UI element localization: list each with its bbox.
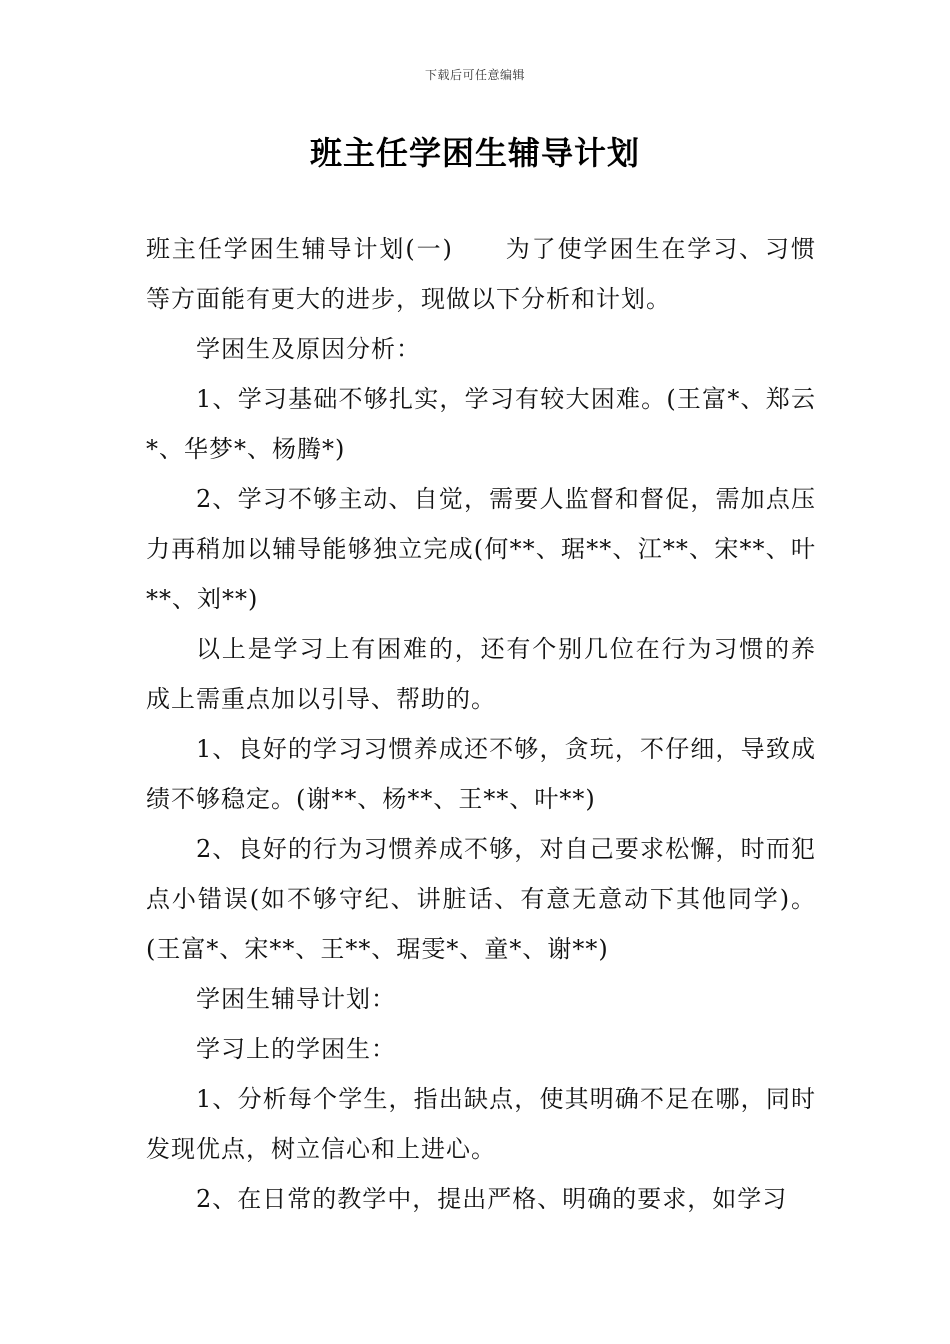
section-heading-analysis: 学困生及原因分析：	[196, 335, 421, 363]
list-item: 2、学习不够主动、自觉，需要人监督和督促，需加点压力再稍加以辅导能够独立完成(何**、琚**、江**、宋**、叶**、刘**)	[146, 485, 816, 613]
list-item: 2、良好的行为习惯养成不够，对自己要求松懈，时而犯点小错误(如不够守纪、讲脏话、有意无意动下其他同学)。(王富*、宋**、王**、琚雯*、童*、谢**)	[146, 835, 816, 963]
list-item: 1、良好的学习习惯养成还不够，贪玩，不仔细，导致成绩不够稳定。(谢**、杨**、王**、叶**)	[146, 735, 816, 813]
document-body	[146, 224, 816, 1224]
body-paragraph: 以上是学习上有困难的，还有个别几位在行为习惯的养成上需重点加以引导、帮助的。	[146, 635, 816, 713]
subsection-heading: 学习上的学困生：	[196, 1035, 396, 1063]
document-title: 班主任学困生辅导计划	[309, 134, 640, 172]
header-watermark: 下载后可任意编辑	[424, 68, 525, 82]
intro-paragraph: 班主任学困生辅导计划(一) 为了使学困生在学习、习惯等方面能有更大的进步，现做以下分析和计划。	[146, 235, 816, 313]
section-heading-plan: 学困生辅导计划：	[196, 985, 396, 1013]
list-item: 1、学习基础不够扎实，学习有较大困难。(王富*、郑云*、华梦*、杨腾*)	[146, 385, 816, 463]
list-item: 1、分析每个学生，指出缺点，使其明确不足在哪，同时发现优点，树立信心和上进心。	[146, 1085, 816, 1163]
list-item: 2、在日常的教学中，提出严格、明确的要求，如学习	[196, 1185, 788, 1213]
